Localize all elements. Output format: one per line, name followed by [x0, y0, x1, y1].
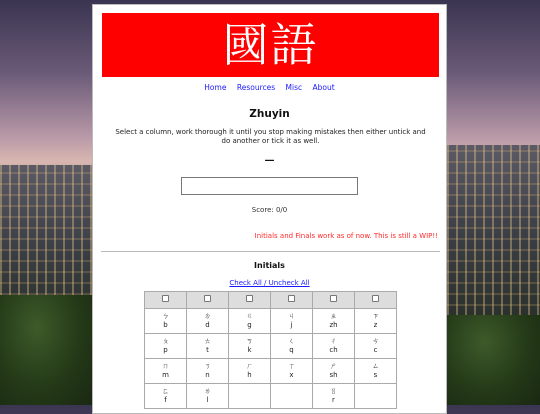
- divider: [101, 251, 440, 252]
- nav-link-home[interactable]: Home: [204, 83, 227, 92]
- zhuyin-symbol: ㄙ: [372, 361, 379, 370]
- column-checkbox[interactable]: [372, 295, 379, 302]
- pinyin-label: z: [373, 321, 378, 329]
- zhuyin-symbol: ㄍ: [246, 311, 253, 320]
- zhuyin-symbol: ㄎ: [246, 336, 253, 345]
- column-header-cell: [187, 292, 229, 309]
- pinyin-label: d: [205, 321, 210, 329]
- table-cell: [187, 309, 229, 334]
- column-header-cell: [355, 292, 397, 309]
- pinyin-label: x: [289, 371, 294, 379]
- section-title-initials: Initials: [254, 261, 285, 270]
- answer-input[interactable]: [181, 177, 358, 195]
- quiz-prompt: —: [264, 155, 275, 166]
- zhuyin-symbol: ㄉ: [204, 311, 211, 320]
- zhuyin-symbol: ㄕ: [330, 361, 337, 370]
- zhuyin-symbol: ㄗ: [372, 311, 379, 320]
- zhuyin-symbol: ㄔ: [330, 336, 337, 345]
- table-cell: [271, 334, 313, 359]
- zhuyin-symbol: ㄅ: [162, 311, 169, 320]
- banner-text: 國語: [222, 18, 319, 72]
- table-cell: [355, 334, 397, 359]
- zhuyin-symbol: ㄊ: [204, 336, 211, 345]
- pinyin-label: n: [205, 371, 210, 379]
- nav-link-about[interactable]: About: [312, 83, 335, 92]
- table-cell: [187, 334, 229, 359]
- site-banner: [102, 13, 439, 77]
- background-trees-right: [447, 315, 540, 405]
- zhuyin-symbol: ㄘ: [372, 336, 379, 345]
- pinyin-label: j: [290, 321, 293, 329]
- zhuyin-symbol: ㄒ: [288, 361, 295, 370]
- content-panel: [92, 4, 447, 414]
- table-cell: [145, 334, 187, 359]
- score-text: Score: 0/0: [251, 206, 288, 214]
- pinyin-label: g: [247, 321, 252, 329]
- column-checkbox[interactable]: [330, 295, 337, 302]
- zhuyin-symbol: ㄖ: [330, 386, 337, 395]
- pinyin-label: s: [373, 371, 378, 379]
- table-cell: [229, 359, 271, 384]
- table-cell: [313, 309, 355, 334]
- pinyin-label: q: [289, 346, 294, 354]
- pinyin-label: sh: [329, 371, 338, 379]
- zhuyin-symbol: ㄈ: [162, 386, 169, 395]
- instructions-text: Select a column, work thorough it until you stop making mistakes then either untick and do another or tick it as well.: [115, 128, 426, 145]
- pinyin-label: h: [247, 371, 252, 379]
- column-checkbox[interactable]: [162, 295, 169, 302]
- table-cell: [229, 334, 271, 359]
- pinyin-label: b: [163, 321, 168, 329]
- pinyin-label: p: [163, 346, 168, 354]
- pinyin-label: ch: [329, 346, 338, 354]
- pinyin-label: c: [373, 346, 378, 354]
- zhuyin-symbol: ㄓ: [330, 311, 337, 320]
- column-checkbox-row: [145, 292, 397, 309]
- zhuyin-symbol: ㄌ: [204, 386, 211, 395]
- zhuyin-symbol: ㄆ: [162, 336, 169, 345]
- zhuyin-symbol: ㄇ: [162, 361, 169, 370]
- pinyin-label: k: [247, 346, 252, 354]
- column-header-cell: [229, 292, 271, 309]
- pinyin-label: zh: [329, 321, 338, 329]
- check-all-link[interactable]: Check All / Uncheck All: [229, 279, 310, 287]
- column-checkbox[interactable]: [288, 295, 295, 302]
- background-trees-left: [0, 295, 92, 405]
- page-title: Zhuyin: [249, 108, 290, 120]
- initials-table: [144, 291, 397, 409]
- zhuyin-symbol: ㄑ: [288, 336, 295, 345]
- zhuyin-symbol: ㄐ: [288, 311, 295, 320]
- table-cell: [355, 359, 397, 384]
- pinyin-label: m: [162, 371, 169, 379]
- table-cell: [355, 309, 397, 334]
- table-cell: [187, 359, 229, 384]
- table-cell: [145, 309, 187, 334]
- zhuyin-symbol: ㄏ: [246, 361, 253, 370]
- column-header-cell: [145, 292, 187, 309]
- column-header-cell: [271, 292, 313, 309]
- table-row: [145, 309, 397, 334]
- pinyin-label: r: [332, 396, 335, 404]
- pinyin-label: f: [164, 396, 167, 404]
- table-cell: [271, 359, 313, 384]
- nav-bar: [93, 83, 446, 92]
- table-cell: [271, 309, 313, 334]
- column-checkbox[interactable]: [204, 295, 211, 302]
- pinyin-label: t: [206, 346, 209, 354]
- table-row: [145, 359, 397, 384]
- table-cell: [313, 359, 355, 384]
- wip-notice: Initials and Finals work as of now. This is still a WIP!!: [254, 232, 438, 240]
- zhuyin-symbol: ㄋ: [204, 361, 211, 370]
- nav-link-resources[interactable]: Resources: [236, 83, 276, 92]
- column-checkbox[interactable]: [246, 295, 253, 302]
- check-all-row: [93, 279, 446, 287]
- table-cell: [313, 334, 355, 359]
- column-header-cell: [313, 292, 355, 309]
- table-cell: [145, 359, 187, 384]
- nav-link-misc[interactable]: Misc: [285, 83, 303, 92]
- table-cell: [229, 309, 271, 334]
- pinyin-label: l: [206, 396, 209, 404]
- table-row: [145, 334, 397, 359]
